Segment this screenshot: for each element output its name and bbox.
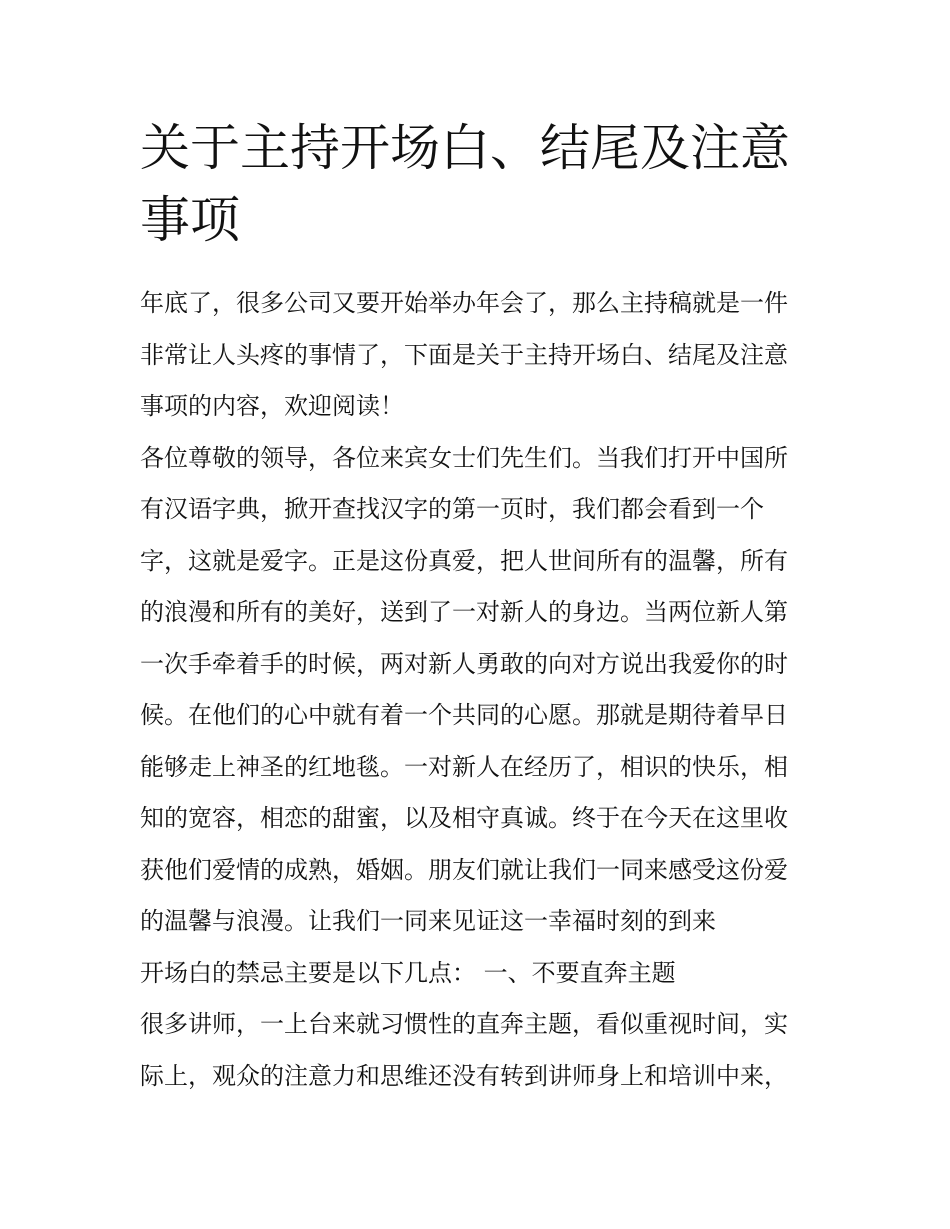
text-line: 的浪漫和所有的美好，送到了一对新人的身边。当两位新人第 bbox=[140, 598, 788, 626]
text-line: 获他们爱情的成熟，婚姻。朋友们就让我们一同来感受这份爱 bbox=[140, 855, 788, 884]
text-line: 字，这就是爱字。正是这份真爱，把人世间所有的温馨，所有 bbox=[140, 546, 788, 575]
text-line: 际上，观众的注意力和思维还没有转到讲师身上和培训中来， bbox=[140, 1061, 788, 1090]
document-body bbox=[140, 278, 820, 1102]
text-line: 很多讲师，一上台来就习惯性的直奔主题，看似重视时间，实 bbox=[140, 1010, 788, 1038]
paragraph-taboo-heading bbox=[140, 948, 820, 1000]
text-line: 候。在他们的心中就有着一个共同的心愿。那就是期待着早日 bbox=[140, 701, 788, 729]
paragraph-speech bbox=[140, 433, 820, 948]
text-line: 的温馨与浪漫。让我们一同来见证这一幸福时刻的到来 bbox=[140, 907, 716, 935]
text-line: 有汉语字典，掀开查找汉字的第一页时，我们都会看到一个 bbox=[140, 495, 764, 523]
text-line: 一次手牵着手的时候，两对新人勇敢的向对方说出我爱你的时 bbox=[140, 649, 788, 678]
text-line: 知的宽容，相恋的甜蜜，以及相守真诚。终于在今天在这里收 bbox=[140, 804, 788, 832]
text-line: 各位尊敬的领导，各位来宾女士们先生们。当我们打开中国所 bbox=[140, 443, 788, 472]
text-line: 开场白的禁忌主要是以下几点： 一、不要直奔主题 bbox=[140, 958, 676, 987]
page-title bbox=[140, 112, 820, 256]
title-line: 关于主持开场白、结尾及注意 bbox=[140, 119, 790, 177]
paragraph-intro bbox=[140, 278, 820, 433]
paragraph-taboo-detail bbox=[140, 999, 820, 1102]
text-line: 年底了，很多公司又要开始举办年会了，那么主持稿就是一件 bbox=[140, 289, 788, 317]
text-line: 事项的内容，欢迎阅读！ bbox=[140, 392, 404, 420]
title-line: 事项 bbox=[140, 191, 240, 249]
text-line: 非常让人头疼的事情了，下面是关于主持开场白、结尾及注意 bbox=[140, 340, 788, 369]
text-line: 能够走上神圣的红地毯。一对新人在经历了，相识的快乐，相 bbox=[140, 752, 788, 781]
